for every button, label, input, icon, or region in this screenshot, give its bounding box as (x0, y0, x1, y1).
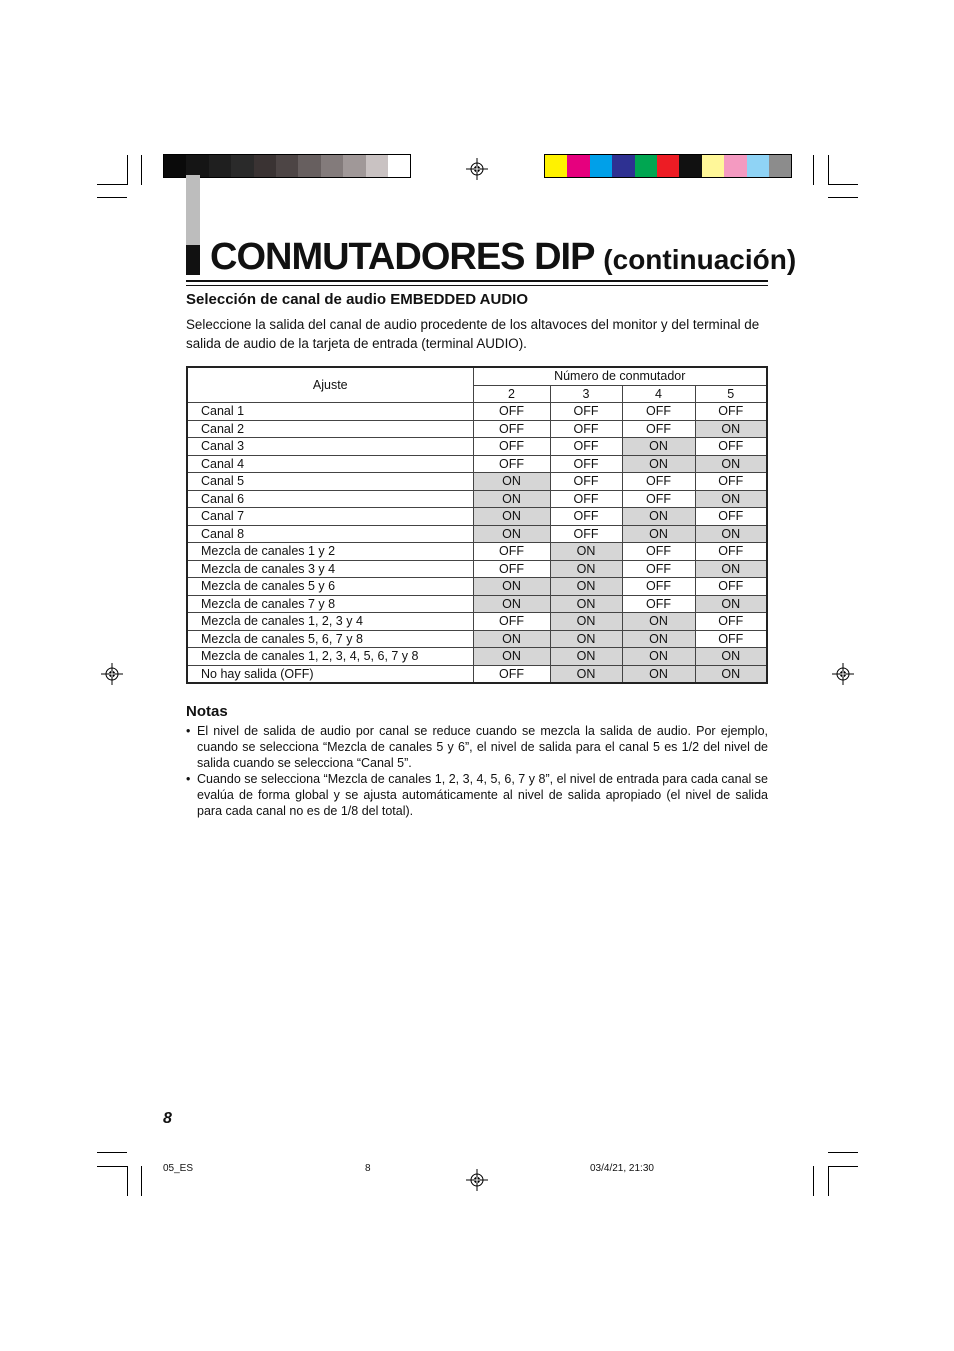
table-row (187, 490, 767, 508)
switch-state-cell: OFF (695, 438, 767, 456)
setting-label: Canal 8 (187, 525, 473, 543)
switch-state-cell: ON (473, 578, 550, 596)
switch-state-cell: ON (695, 648, 767, 666)
color-swatch (231, 155, 253, 177)
table-row (187, 665, 767, 683)
setting-label: Canal 3 (187, 438, 473, 456)
switch-state-cell: OFF (473, 665, 550, 683)
switch-state-cell: ON (622, 438, 695, 456)
table-row (187, 525, 767, 543)
switch-state-cell: OFF (622, 595, 695, 613)
switch-state-cell: OFF (622, 490, 695, 508)
switch-state-cell: OFF (550, 403, 622, 421)
switch-state-cell: OFF (550, 490, 622, 508)
grayscale-calibration-bar (163, 154, 411, 178)
color-swatch (164, 155, 186, 177)
color-swatch (567, 155, 589, 177)
switch-state-cell: OFF (550, 455, 622, 473)
switch-state-cell: OFF (622, 473, 695, 491)
switch-state-cell: ON (473, 648, 550, 666)
title-rule-thin (186, 285, 768, 286)
switch-state-cell: OFF (550, 438, 622, 456)
color-swatch (254, 155, 276, 177)
switch-number-cell: 4 (622, 385, 695, 403)
switch-state-cell: OFF (622, 420, 695, 438)
switch-state-cell: ON (473, 525, 550, 543)
setting-label: Mezcla de canales 5 y 6 (187, 578, 473, 596)
switch-state-cell: ON (473, 473, 550, 491)
switch-state-cell: ON (622, 630, 695, 648)
switch-state-cell: ON (695, 420, 767, 438)
page-number: 8 (163, 1110, 172, 1127)
switch-state-cell: ON (622, 455, 695, 473)
table-row (187, 473, 767, 491)
switch-state-cell: ON (550, 630, 622, 648)
switch-state-cell: ON (695, 490, 767, 508)
switch-state-cell: OFF (473, 613, 550, 631)
switch-state-cell: OFF (473, 455, 550, 473)
registration-mark-top (466, 158, 488, 180)
color-swatch (276, 155, 298, 177)
switch-state-cell: OFF (473, 543, 550, 561)
color-swatch (612, 155, 634, 177)
color-swatch (186, 155, 208, 177)
table-row (187, 403, 767, 421)
table-header-row (187, 367, 767, 385)
setting-label: Canal 4 (187, 455, 473, 473)
switch-state-cell: ON (622, 648, 695, 666)
color-calibration-bar (544, 154, 792, 178)
color-swatch (298, 155, 320, 177)
switch-state-cell: OFF (550, 525, 622, 543)
registration-mark-right (832, 663, 854, 685)
switch-state-cell: ON (695, 560, 767, 578)
switch-state-cell: OFF (695, 630, 767, 648)
color-swatch (657, 155, 679, 177)
table-row (187, 508, 767, 526)
switch-number-cell: 5 (695, 385, 767, 403)
setting-label: Canal 2 (187, 420, 473, 438)
color-swatch (366, 155, 388, 177)
notes-heading: Notas (186, 703, 228, 720)
color-swatch (679, 155, 701, 177)
page-title-main: CONMUTADORES DIP (210, 236, 594, 278)
color-swatch (635, 155, 657, 177)
switch-state-cell: ON (550, 578, 622, 596)
switch-state-cell: OFF (622, 543, 695, 561)
table-row (187, 630, 767, 648)
switch-state-cell: ON (695, 455, 767, 473)
switch-state-cell: ON (473, 490, 550, 508)
switch-state-cell: OFF (550, 420, 622, 438)
color-swatch (545, 155, 567, 177)
switch-state-cell: OFF (695, 508, 767, 526)
switch-number-header: Número de conmutador (473, 367, 767, 385)
switch-state-cell: OFF (550, 508, 622, 526)
switch-state-cell: OFF (622, 578, 695, 596)
switch-state-cell: OFF (695, 578, 767, 596)
color-swatch (321, 155, 343, 177)
switch-state-cell: OFF (695, 473, 767, 491)
color-swatch (343, 155, 365, 177)
switch-state-cell: OFF (695, 613, 767, 631)
page-title (210, 236, 796, 279)
switch-state-cell: ON (550, 613, 622, 631)
page-title-sub: (continuación) (603, 244, 797, 275)
setting-label: Canal 1 (187, 403, 473, 421)
intro-paragraph: Seleccione la salida del canal de audio procedente de los altavoces del monitor y del terminal de salida de audio de la tarjeta de entrada (terminal AUDIO). (186, 317, 760, 351)
setting-label: Mezcla de canales 7 y 8 (187, 595, 473, 613)
setting-label: Canal 7 (187, 508, 473, 526)
table-row (187, 595, 767, 613)
registration-mark-bottom (466, 1169, 488, 1191)
switch-state-cell: ON (622, 665, 695, 683)
table-row (187, 613, 767, 631)
setting-label: Mezcla de canales 1 y 2 (187, 543, 473, 561)
setting-label: Mezcla de canales 3 y 4 (187, 560, 473, 578)
setting-label: Canal 6 (187, 490, 473, 508)
table-row (187, 438, 767, 456)
color-swatch (590, 155, 612, 177)
color-swatch (724, 155, 746, 177)
setting-label: Canal 5 (187, 473, 473, 491)
switch-state-cell: ON (473, 595, 550, 613)
table-row (187, 578, 767, 596)
footer-file: 05_ES (163, 1163, 194, 1174)
switch-state-cell: OFF (695, 403, 767, 421)
color-swatch (702, 155, 724, 177)
switch-number-cell: 3 (550, 385, 622, 403)
table-row (187, 420, 767, 438)
switch-state-cell: ON (622, 525, 695, 543)
table-row (187, 648, 767, 666)
note-item: • El nivel de salida de audio por canal se reduce cuando se mezcla la salida de audio. Por ejemplo, cuando se selecciona “Mezcla de canales 5 y 6”, el nivel de salida para el canal 5 es 1/2 del nivel de salida cuando se selecciona “Canal 5”. (186, 723, 768, 771)
footer-timestamp: 03/4/21, 21:30 (590, 1163, 654, 1174)
switch-state-cell: OFF (473, 420, 550, 438)
notes-list (186, 723, 768, 819)
dip-switch-table (186, 366, 768, 684)
switch-state-cell: ON (695, 665, 767, 683)
switch-state-cell: OFF (550, 473, 622, 491)
setting-label: Mezcla de canales 1, 2, 3, 4, 5, 6, 7 y 8 (187, 648, 473, 666)
switch-state-cell: ON (622, 508, 695, 526)
switch-state-cell: ON (550, 665, 622, 683)
color-swatch (209, 155, 231, 177)
switch-state-cell: ON (550, 648, 622, 666)
switch-state-cell: ON (550, 560, 622, 578)
table-row (187, 560, 767, 578)
table-row (187, 543, 767, 561)
switch-state-cell: ON (550, 595, 622, 613)
section-heading: Selección de canal de audio EMBEDDED AUDIO (186, 291, 529, 308)
switch-state-cell: ON (550, 543, 622, 561)
title-marker (186, 245, 200, 275)
switch-state-cell: OFF (473, 438, 550, 456)
switch-state-cell: ON (695, 595, 767, 613)
note-item: • Cuando se selecciona “Mezcla de canales 1, 2, 3, 4, 5, 6, 7 y 8”, el nivel de entrada para cada canal se evalúa de forma global y se ajusta automáticamente al nivel de salida apropiado (el nivel de salida para cada canal no es de 1/8 del total). (186, 771, 768, 819)
setting-label: Mezcla de canales 5, 6, 7 y 8 (187, 630, 473, 648)
footer-page: 8 (365, 1163, 371, 1174)
table-body (187, 403, 767, 684)
switch-state-cell: OFF (622, 403, 695, 421)
color-swatch (747, 155, 769, 177)
setting-column-header: Ajuste (187, 367, 473, 403)
switch-state-cell: ON (695, 525, 767, 543)
switch-state-cell: OFF (473, 560, 550, 578)
color-swatch (388, 155, 410, 177)
switch-state-cell: OFF (473, 403, 550, 421)
table-row (187, 455, 767, 473)
switch-state-cell: ON (473, 630, 550, 648)
switch-state-cell: OFF (622, 560, 695, 578)
setting-label: Mezcla de canales 1, 2, 3 y 4 (187, 613, 473, 631)
switch-number-cell: 2 (473, 385, 550, 403)
switch-state-cell: OFF (695, 543, 767, 561)
switch-state-cell: ON (473, 508, 550, 526)
title-rule-thick (186, 280, 768, 282)
color-swatch (769, 155, 791, 177)
setting-label: No hay salida (OFF) (187, 665, 473, 683)
switch-state-cell: ON (622, 613, 695, 631)
registration-mark-left (101, 663, 123, 685)
